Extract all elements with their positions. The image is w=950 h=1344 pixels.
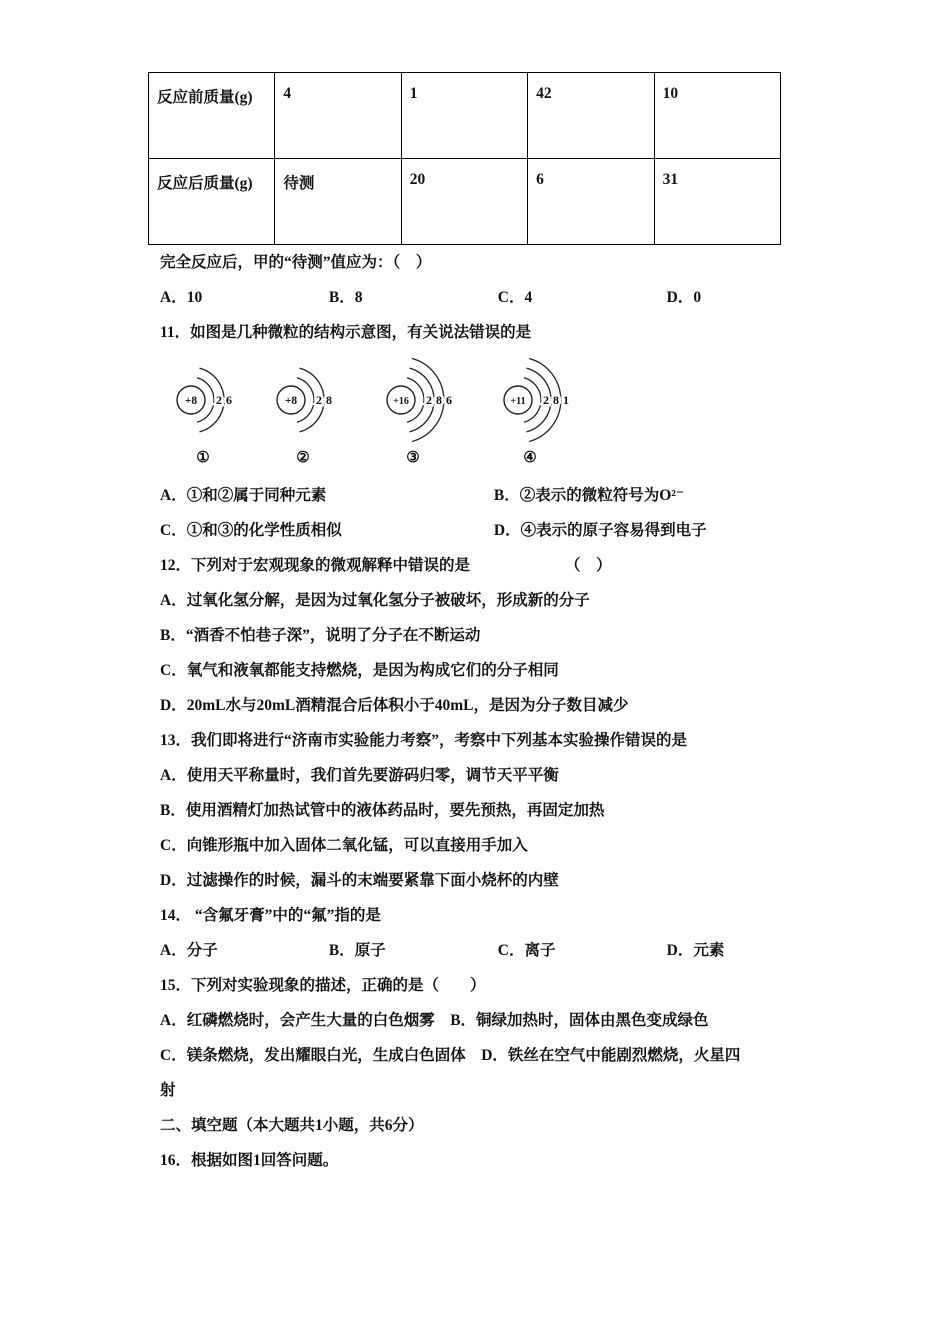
particle-label: ① [196, 450, 210, 466]
q11-options-row-2 [160, 513, 870, 548]
q10-options [160, 280, 870, 315]
particle-1 [177, 368, 232, 466]
particle-2 [277, 368, 332, 466]
particle-label: ③ [406, 450, 420, 466]
q11-option-b: B．②表示的微粒符号为O²⁻ [493, 487, 685, 504]
mass-table [148, 72, 781, 245]
q11-options-row-1 [160, 478, 870, 513]
q10-option-d: D．0 [666, 289, 702, 306]
q12-option-b: B．“酒香不怕巷子深”，说明了分子在不断运动 [160, 627, 481, 644]
q13-option-c: C．向锥形瓶中加入固体二氧化锰，可以直接用手加入 [160, 837, 528, 854]
q15-options-line-1: A．红磷燃烧时，会产生大量的白色烟雾 B．铜绿加热时，固体由黑色变成绿色 [160, 1012, 709, 1029]
shell-electron-count: 1 [563, 393, 569, 407]
q13-option-b: B．使用酒精灯加热试管中的液体药品时，要先预热，再固定加热 [160, 802, 605, 819]
q10-option-a: A．10 [160, 289, 203, 306]
shell-electron-count: 6 [226, 393, 232, 407]
section-2-heading: 二、填空题（本大题共1小题，共6分） [160, 1117, 424, 1134]
q12-stem-text: 12．下列对于宏观现象的微观解释中错误的是 [160, 557, 471, 574]
particle-structure-diagram [156, 354, 870, 472]
shell-electron-count: 2 [216, 393, 222, 407]
particle-diagram-svg [156, 354, 586, 472]
q12-option-a: A．过氧化氢分解，是因为过氧化氢分子被破坏，形成新的分子 [160, 592, 590, 609]
q13-option-a: A．使用天平称量时，我们首先要游码归零，调节天平平衡 [160, 767, 559, 784]
row-header-after: 反应后质量(g) [149, 159, 275, 245]
q13-stem: 13．我们即将进行“济南市实验能力考察”，考察中下列基本实验操作错误的是 [160, 732, 688, 749]
particle-label: ④ [523, 450, 537, 466]
q12-option-d: D．20mL水与20mL酒精混合后体积小于40mL，是因为分子数目减少 [160, 697, 629, 714]
q14-stem: 14． “含氟牙膏”中的“氟”指的是 [160, 907, 381, 924]
q15-stem: 15．下列对实验现象的描述，正确的是（ ） [160, 977, 486, 994]
q12-option-c: C．氧气和液氧都能支持燃烧，是因为构成它们的分子相同 [160, 662, 559, 679]
q14-option-b: B．原子 [328, 942, 386, 959]
q11-option-d: D．④表示的原子容易得到电子 [493, 522, 707, 539]
particle-4 [504, 359, 569, 467]
nucleus-charge: +8 [284, 395, 298, 407]
q12-stem [160, 548, 870, 583]
table-cell: 10 [654, 73, 780, 159]
nucleus-charge: +11 [510, 396, 526, 407]
particle-3 [387, 359, 452, 467]
table-cell: 6 [528, 159, 654, 245]
nucleus-charge: +8 [184, 395, 198, 407]
q11-stem: 11．如图是几种微粒的结构示意图，有关说法错误的是 [160, 324, 532, 341]
q14-option-a: A．分子 [160, 942, 218, 959]
q11-option-c: C．①和③的化学性质相似 [160, 522, 342, 539]
q10-option-b: B．8 [328, 289, 363, 306]
q14-options [160, 933, 870, 968]
table-cell: 1 [401, 73, 527, 159]
shell-electron-count: 2 [316, 393, 322, 407]
table-cell: 42 [528, 73, 654, 159]
table-cell: 20 [401, 159, 527, 245]
table-cell: 31 [654, 159, 780, 245]
q12-answer-brackets: （ ） [565, 557, 612, 574]
shell-electron-count: 2 [426, 393, 432, 407]
q15-options-line-2: C．镁条燃烧，发出耀眼白光，生成白色固体 D．铁丝在空气中能剧烈燃烧，火星四 [160, 1047, 741, 1064]
table-cell: 4 [275, 73, 401, 159]
q16-stem: 16．根据如图1回答问题。 [160, 1152, 339, 1169]
q14-option-d: D．元素 [666, 942, 725, 959]
nucleus-charge: +16 [393, 396, 409, 407]
table-row-before [149, 73, 781, 159]
q10-option-c: C．4 [497, 289, 533, 306]
shell-electron-count: 2 [543, 393, 549, 407]
table-row-after [149, 159, 781, 245]
q11-option-a: A．①和②属于同种元素 [160, 487, 327, 504]
shell-electron-count: 8 [436, 393, 442, 407]
table-cell: 待测 [275, 159, 401, 245]
q13-option-d: D．过滤操作的时候，漏斗的末端要紧靠下面小烧杯的内壁 [160, 872, 559, 889]
q15-options-line-3: 射 [160, 1082, 176, 1099]
row-header-before: 反应前质量(g) [149, 73, 275, 159]
shell-electron-count: 6 [446, 393, 452, 407]
q14-option-c: C．离子 [497, 942, 556, 959]
shell-electron-count: 8 [326, 393, 332, 407]
q10-stem: 完全反应后，甲的“待测”值应为：（ ） [160, 254, 432, 271]
shell-electron-count: 8 [553, 393, 559, 407]
particle-label: ② [296, 450, 310, 466]
